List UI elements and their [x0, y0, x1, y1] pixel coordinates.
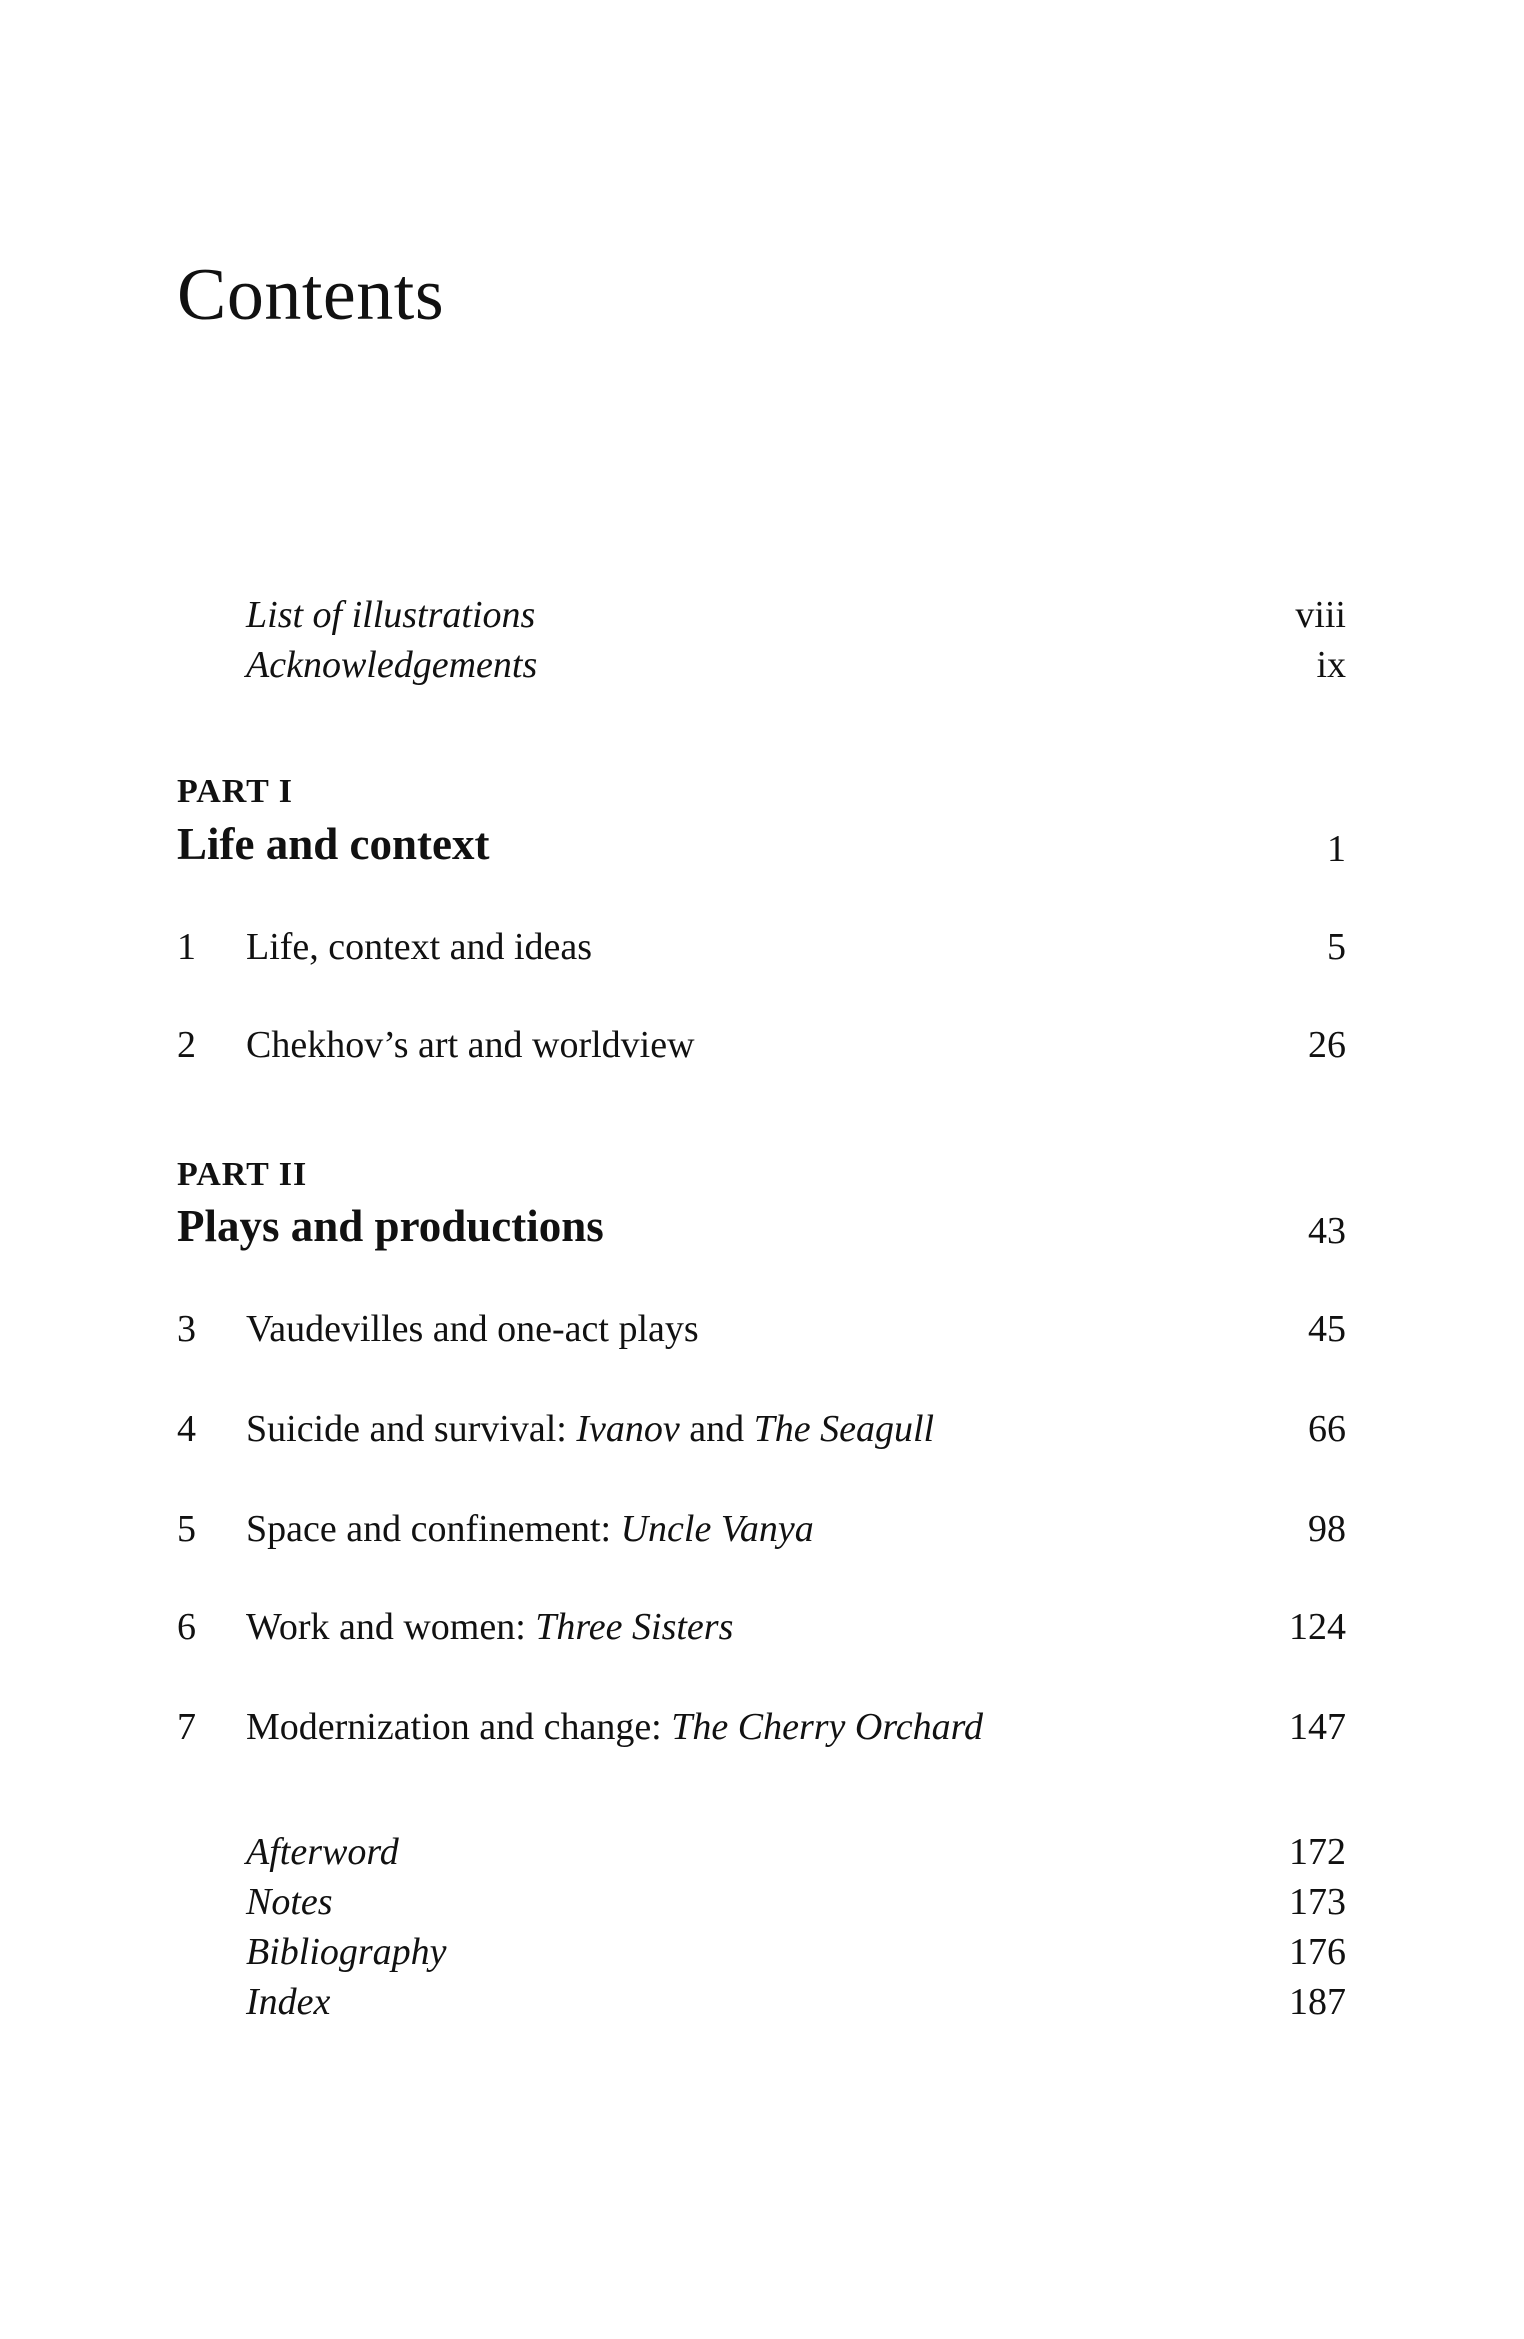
chapter-page-2: 26 — [1308, 1024, 1346, 1066]
part-label-1: PART I — [177, 773, 293, 810]
toc-page-acknowledgements: ix — [1316, 644, 1346, 686]
toc-page-bibliography: 176 — [1289, 1931, 1346, 1973]
toc-page-list-of-illustrations: viii — [1295, 594, 1346, 636]
chapter-page-6: 124 — [1289, 1606, 1346, 1648]
chapter-number-6: 6 — [177, 1606, 196, 1648]
chapter-number-2: 2 — [177, 1024, 196, 1066]
part-page-1: 1 — [1327, 828, 1346, 870]
chapter-title-6 — [246, 1608, 733, 1646]
part-title-1: Life and context — [177, 819, 490, 869]
chapter-title-5-text: Space and confinement: — [246, 1508, 621, 1550]
chapter-title-6-text: Work and women: — [246, 1606, 536, 1648]
chapter-title-7 — [246, 1708, 983, 1746]
chapter-number-5: 5 — [177, 1508, 196, 1550]
toc-entry-list-of-illustrations: List of illustrations — [246, 594, 536, 636]
toc-page-afterword: 172 — [1289, 1831, 1346, 1873]
chapter-page-5: 98 — [1308, 1508, 1346, 1550]
chapter-title-7-play: The Cherry Orchard — [671, 1706, 983, 1748]
toc-entry-index: Index — [246, 1981, 331, 2023]
toc-page-index: 187 — [1289, 1981, 1346, 2023]
part-title-2: Plays and productions — [177, 1201, 604, 1251]
toc-entry-bibliography: Bibliography — [246, 1931, 447, 1973]
chapter-title-4-text: Suicide and survival: — [246, 1408, 577, 1450]
chapter-title-5-play: Uncle Vanya — [620, 1508, 814, 1550]
chapter-page-4: 66 — [1308, 1408, 1346, 1450]
chapter-title-4-conj: and — [679, 1408, 754, 1450]
toc-entry-acknowledgements: Acknowledgements — [246, 644, 538, 686]
chapter-title-4-play-2: The Seagull — [753, 1408, 935, 1450]
chapter-title-2: Chekhov’s art and worldview — [246, 1024, 695, 1066]
part-page-2: 43 — [1308, 1210, 1346, 1252]
chapter-title-3: Vaudevilles and one-act plays — [246, 1308, 699, 1350]
chapter-page-1: 5 — [1327, 926, 1346, 968]
chapter-page-3: 45 — [1308, 1308, 1346, 1350]
toc-page-notes: 173 — [1289, 1881, 1346, 1923]
chapter-number-1: 1 — [177, 926, 196, 968]
chapter-title-6-play: Three Sisters — [535, 1606, 734, 1648]
chapter-number-7: 7 — [177, 1706, 196, 1748]
chapter-title-4 — [246, 1410, 934, 1448]
chapter-title-5 — [246, 1510, 814, 1548]
chapter-title-1: Life, context and ideas — [246, 926, 593, 968]
part-label-2: PART II — [177, 1156, 308, 1193]
chapter-page-7: 147 — [1289, 1706, 1346, 1748]
chapter-title-7-text: Modernization and change: — [246, 1706, 672, 1748]
page-title: Contents — [177, 253, 445, 336]
chapter-number-3: 3 — [177, 1308, 196, 1350]
chapter-title-4-play-1: Ivanov — [576, 1408, 680, 1450]
chapter-number-4: 4 — [177, 1408, 196, 1450]
toc-entry-afterword: Afterword — [246, 1831, 399, 1873]
toc-entry-notes: Notes — [246, 1881, 333, 1923]
